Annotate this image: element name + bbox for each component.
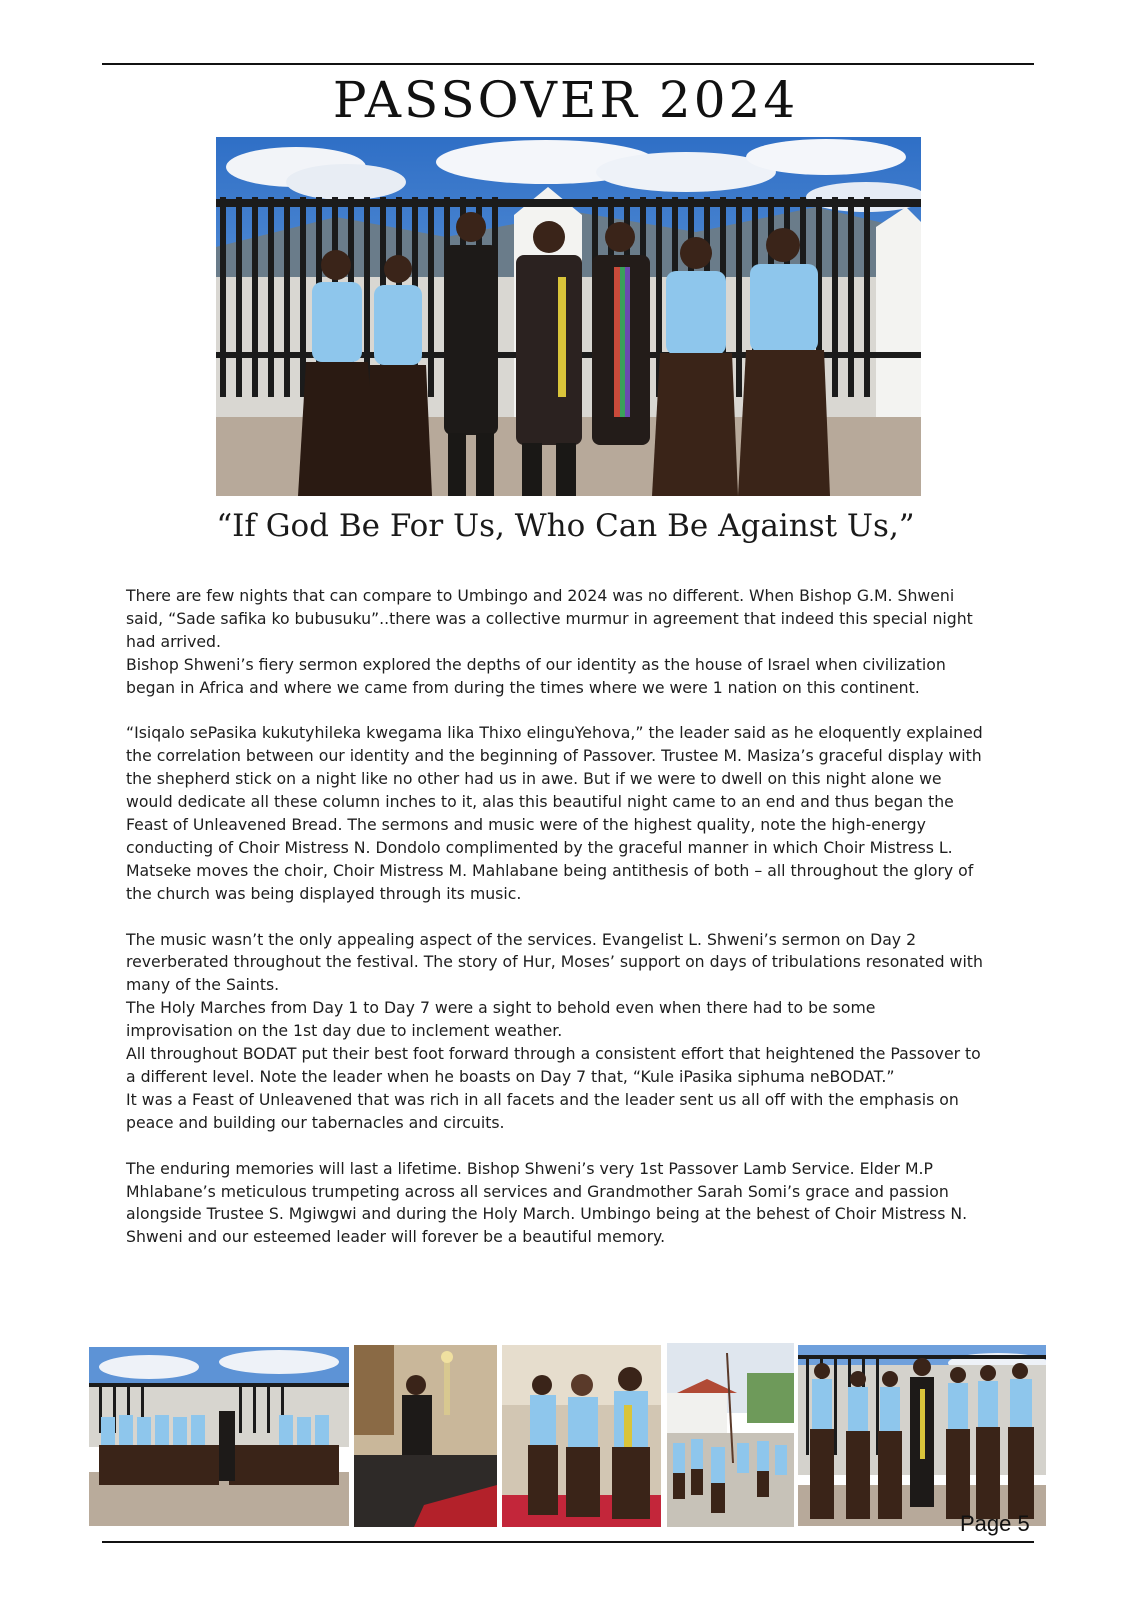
article-paragraph: Bishop Shweni’s fiery sermon explored the depths of our identity as the house of Israel when civilization began in Africa and where we came from during the times where we were 1 nation on this continent. bbox=[126, 654, 946, 697]
group-photo-outdoor bbox=[89, 1347, 349, 1526]
paragraph-gap bbox=[126, 906, 986, 929]
article-body bbox=[126, 585, 986, 1249]
quote-heading: “If God Be For Us, Who Can Be Against Us,” bbox=[216, 508, 915, 544]
hero-group-photo bbox=[216, 137, 921, 496]
article-paragraph: The music wasn’t the only appealing aspect of the services. Evangelist L. Shweni’s sermon on Day 2 reverberated throughout the festival. The story of Hur, Moses’ support on days of tribulations resonated with many of the Saints. bbox=[126, 929, 983, 995]
article-paragraph: There are few nights that can compare to Umbingo and 2024 was no different. When Bishop G.M. Shweni said, “Sade safika ko bubusuku”..there was a collective murmur in agreement that indeed this special night had arrived. bbox=[126, 586, 973, 651]
article-paragraph: All throughout BODAT put their best foot forward through a consistent effort that heightened the Passover to a different level. Note the leader when he boasts on Day 7 that, “Kule iPasika siphuma neBODAT.” bbox=[126, 1044, 981, 1086]
top-rule bbox=[102, 63, 1034, 65]
bottom-rule bbox=[102, 1541, 1034, 1543]
paragraph-gap bbox=[126, 700, 986, 723]
paragraph-gap bbox=[126, 1135, 986, 1158]
photo-choir-mistresses bbox=[502, 1345, 661, 1527]
photo-holy-march bbox=[667, 1343, 794, 1527]
article-paragraph: The enduring memories will last a lifetime. Bishop Shweni’s very 1st Passover Lamb Service. Elder M.P Mhlabane’s meticulous trumpeting across all services and Grandmother Sarah Somi’s grace and passion alongside Trustee S. Mgiwgwi and during the Holy March. Umbingo being at the behest of Choir Mistress N. Shweni and our esteemed leader will forever be a beautiful memory. bbox=[126, 1158, 968, 1247]
page-number: Page 5 bbox=[960, 1511, 1030, 1536]
group-photo-fence bbox=[798, 1345, 1046, 1526]
article-paragraph: It was a Feast of Unleavened that was rich in all facets and the leader sent us all off with the emphasis on peace and building our tabernacles and circuits. bbox=[126, 1089, 959, 1132]
article-paragraph: The Holy Marches from Day 1 to Day 7 were a sight to behold even when there had to be some improvisation on the 1st day due to inclement weather. bbox=[126, 998, 876, 1041]
article-paragraph: “Isiqalo sePasika kukutyhileka kwegama lika Thixo elinguYehova,” the leader said as he eloquently explained the correlation between our identity and the beginning of Passover. Trustee M. Masiza’s graceful display with the shepherd stick on a night like no other had us in awe. But if we were to dwell on this night alone we would dedicate all these column inches to it, alas this beautiful night came to an end and thus began the Feast of Unleavened Bread. The sermons and music were of the highest quality, note the high-energy conducting of Choir Mistress N. Dondolo complimented by the graceful manner in which Choir Mistress L. Matseke moves the choir, Choir Mistress M. Mahlabane being antithesis of both – all throughout the glory of the church was being displayed through its music. bbox=[126, 723, 983, 903]
page-title: PASSOVER 2024 bbox=[332, 71, 799, 129]
photo-trumpeter-indoor bbox=[354, 1345, 497, 1527]
